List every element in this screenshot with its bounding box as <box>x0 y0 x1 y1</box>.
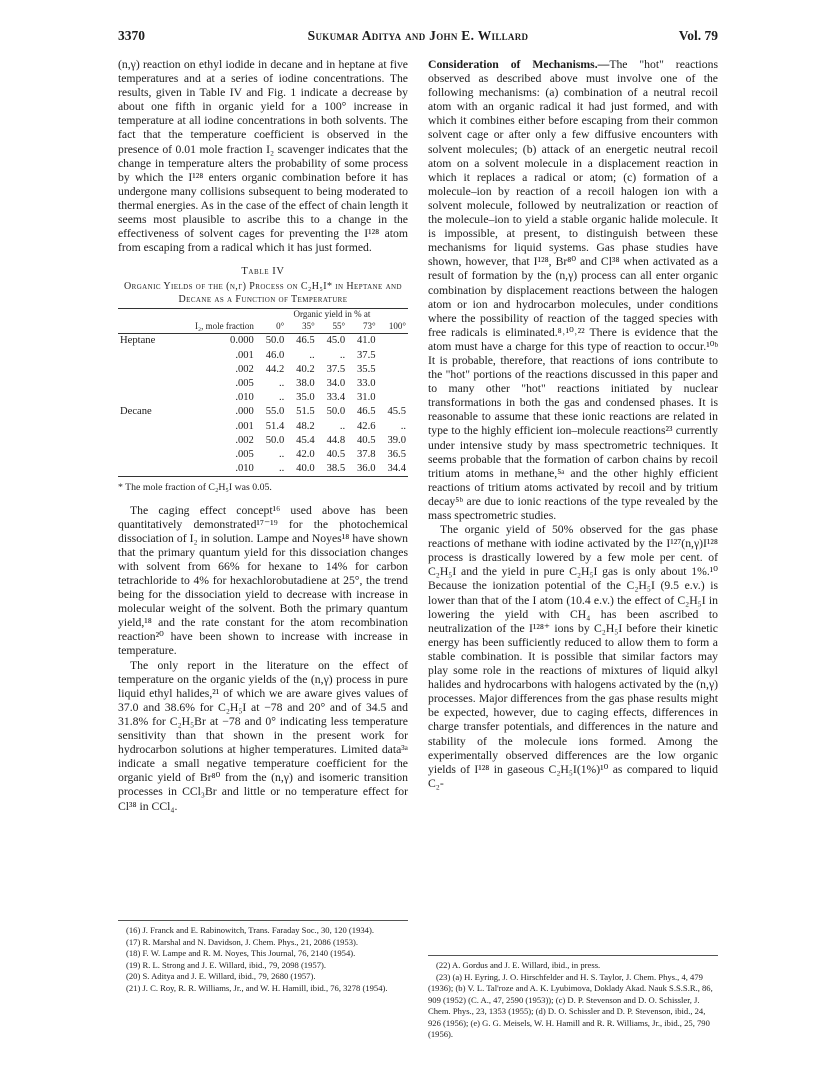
table-cell: .. <box>278 463 285 475</box>
temp-header: 35° <box>286 321 316 334</box>
table-row <box>118 420 408 434</box>
table-cell: 35.0 <box>296 392 315 404</box>
table-row <box>118 349 408 363</box>
footnotes-right <box>428 955 718 1041</box>
volume-label: Vol. 79 <box>678 28 718 43</box>
table-cell: 48.2 <box>296 420 315 432</box>
solvent-label: Heptane <box>120 335 156 347</box>
table-cell: 50.0 <box>326 406 346 418</box>
table-cell: 40.5 <box>357 434 376 446</box>
table-cell: .010 <box>235 392 254 404</box>
table-row <box>118 448 408 462</box>
table-cell: 35.5 <box>357 363 376 375</box>
table-cell: 42.6 <box>357 420 376 432</box>
page-header <box>118 28 718 46</box>
table-cell: 41.0 <box>357 335 376 347</box>
paragraph <box>428 58 718 523</box>
paragraph: The organic yield of 50% observed for the gas phase reactions of methane with iodine activated by the I¹²⁷(n,γ)I¹²⁸ process is drastically lowered by a few mole per cent. of C₂H₅I and the yield in pure C₂H₅I gas is only about 1%.¹⁰ Because the ionization potential of the C₂H₅I (9.5 e.v.) is lower than that of the I atom (10.4 e.v.) the effect of C₂H₅I in lowering the yield with CH₄ has been ascribed to neutralization of the I¹²⁸⁺ ions by C₂H₅I before their kinetic energy has been sufficiently reduced to allow them to form a stable combination. It is possible that similar factors may play some role in the reactions of mixtures of liquid alkyl halides and hydrocarbons with halogens activated by the (n,γ) processes. Major differences from the gas phase results might be expected, however, due to caging effects, differences in charge transfer potentials, and differences in the nature and stability of the molecule ions formed. Among the experimentally observed differences are the low organic yields of I¹²⁸ in gaseous C₂H₅I(1%)¹⁰ as compared to liquid C₂- <box>428 523 718 790</box>
reference-item: (18) F. W. Lampe and R. M. Noyes, This Journal, 76, 2140 (1954). <box>126 948 356 958</box>
temp-header: 55° <box>317 321 347 334</box>
table-cell: .000 <box>235 406 254 418</box>
table-cell: .. <box>309 349 315 361</box>
table-caption: Organic Yields of the (n,γ) Process on C₂H₅I* in Heptane and Decane as a Function of Temperature <box>124 281 402 305</box>
table-cell: 38.0 <box>296 378 315 390</box>
reference-item: (23) (a) H. Eyring, J. O. Hirschfelder and H. S. Taylor, J. Chem. Phys., 4, 479 (1936); (b) V. L. Tal'roze and A. K. Lyubimova, Doklady Akad. Nauk S.S.S.R., 86, 909 (1952) (C. A., 47, 2590 (1953)); (c) D. P. Stevenson and D. O. Schissler, J. Chem. Phys., 23, 1353 (1955); (d) D. O. Schissler and D. P. Stevenson, ibid., 24, 926 (1956); (e) G. G. Meisels, W. H. Hamill and R. R. Williams, Jr., ibid., 25, 790 (1956). <box>428 971 713 1039</box>
table-row <box>118 462 408 477</box>
table-row <box>118 334 408 349</box>
table-cell: 51.4 <box>265 420 285 432</box>
table-cell: .. <box>278 392 285 404</box>
table-cell <box>378 391 408 405</box>
paragraph: The only report in the literature on the effect of temperature on the organic yields of the (n,γ) process in pure liquid ethyl halides,²¹ of which we are aware gives values of 37.0 and 38.6% for C₂H₅I at −78 and 20° and of 34.5 and 31.8% for C₂H₅Br at −78 and 0° indicating less temperature sensitivity than that shown in the present work for hydrocarbon solutions at higher temperatures. Limited data³ᵃ indicate a small negative temperature coefficient for the organic yield of Br⁸⁰ from the (n,γ) and isomeric transition processes in CCl₃Br and little or no temperature effect for Cl³⁸ in CCl₄. <box>118 658 408 813</box>
paragraph-text: The "hot" reactions observed as described above must involve one of the following mechanisms: (a) combination of a neutral recoil atom with an organic radical it had just formed, and with which it combines either before escaping from their common solvent cage or after only a few diffusive encounters with solvent molecules; (b) attack of an energetic neutral recoil atom on a solvent molecule in a displacement reaction in which it replaces a radical or atom; (c) formation of a molecule–ion by reaction of a recoil halogen ion with a solvent molecule, followed by neutralization or reaction of the molecule–ion to yield a stable organic halide molecule. It is impossible, at present, to distinguish between these mechanisms for liquid systems. Gas phase studies have shown, however, that I¹²⁸, Br⁸⁰ and Cl³⁸ when activated as a result of formation by the (n,γ) process can all enter organic combination by displacement reactions between the halogen atom or ion and hydrocarbon molecules, under conditions where the possibility of reaction of the tagged species with free radicals is eliminated.⁸˒¹⁰˒²² There is evidence that the atom must have a charge for this type of reaction to occur.¹⁰ᵇ It is probable, therefore, that reactions of ions contribute to the "hot" portions of the reactions discussed in this paper and to many other "hot" reactions initiated by nuclear transformations in both the gas and condensed phases. It is reasonable to assume that these ionic reactions are related in type to the highly efficient ion–molecule reactions²³ currently under intensive study by mass spectrometric techniques. It seems probable that the formation of carbon chains by recoil tritium atoms in methane,⁵ᵃ and the other highly efficient reactions of tritium atoms activated by recoil and by tritium decay⁵ᵇ are due to ionic reactions of the type revealed by the mass spectrometric studies. <box>428 58 718 522</box>
footnotes-left <box>118 920 408 994</box>
paragraph: (n,γ) reaction on ethyl iodide in decane and in heptane at five temperatures and at a series of iodine concentrations. The results, given in Table IV and Fig. 1 indicate a decrease by about one fifth in organic yield for a 100° increase in temperature at all iodine concentrations in both solvents. The fact that the temperature coefficient is observed in the presence of 0.01 mole fraction I₂ scavenger indicates that the change in temperature alters the probability of some process by which the I¹²⁸ enters organic combination before it has undergone many collisions subsequent to being moderated to thermal energies. As in the case of the effect of chain length it seems most plausible to ascribe this to a change in the effectiveness of solvent cages for preventing the I¹²⁸ atom from escaping from a radical which it has just formed. <box>118 58 408 255</box>
table-cell <box>378 377 408 391</box>
table-cell: 40.2 <box>296 363 315 375</box>
table-cell: 38.5 <box>326 463 346 475</box>
table-cell <box>378 334 408 349</box>
paragraph: The caging effect concept¹⁶ used above has been quantitatively demonstrated¹⁷⁻¹⁹ for the photochemical dissociation of I₂ in solution. Lampe and Noyes¹⁸ have shown that the primary quantum yield for this dissociation changes with solvent from 66% for hexane to 14% for carbon tetrachloride to 4% for hexachlorobutadiene at 25°, the trend being for the dissociation yield to decrease with increase in molecular weight of the solvent. Both the primary quantum yield,¹⁸ and the rate constant for the atom recombination reaction²⁰ have been shown to increase with increase in temperature. <box>118 503 408 658</box>
table-cell: 55.0 <box>265 406 285 418</box>
table-label: Table IV <box>241 266 285 278</box>
table-cell: 51.5 <box>296 406 315 418</box>
table-row <box>118 405 408 419</box>
reference-item: (19) R. L. Strong and J. E. Willard, ibid., 79, 2098 (1957). <box>126 959 326 970</box>
right-column <box>428 58 718 791</box>
table-cell: .005 <box>235 378 254 390</box>
table-cell: 46.5 <box>296 335 315 347</box>
reference-item: (20) S. Aditya and J. E. Willard, ibid., 79, 2680 (1957). <box>126 971 316 981</box>
table-cell: .. <box>339 349 346 361</box>
reference-item: (22) A. Gordus and J. E. Willard, ibid., in press. <box>436 960 601 970</box>
table-cell: 50.0 <box>265 335 285 347</box>
table-row <box>118 391 408 405</box>
table-cell: .005 <box>235 449 254 461</box>
table-cell: 37.5 <box>326 363 346 375</box>
table-cell: .010 <box>235 463 254 475</box>
table-row <box>118 434 408 448</box>
table-cell: .. <box>339 420 346 432</box>
table-cell: 36.5 <box>387 449 406 461</box>
running-authors: Sukumar Aditya and John E. Willard <box>307 28 529 43</box>
table-cell <box>378 349 408 363</box>
col-header-span: Organic yield in % at <box>293 309 371 320</box>
reference-item: (16) J. Franck and E. Rabinowitch, Trans. Faraday Soc., 30, 120 (1934). <box>126 925 374 935</box>
section-heading: Consideration of Mechanisms.— <box>428 58 610 71</box>
table-cell: 0.000 <box>230 335 254 347</box>
table-cell: 44.8 <box>326 434 346 446</box>
table-cell: .001 <box>235 420 254 432</box>
table-cell <box>378 363 408 377</box>
reference-item: (21) J. C. Roy, R. R. Williams, Jr., and W. H. Hamill, ibid., 76, 3278 (1954). <box>126 982 388 993</box>
table-cell: 45.5 <box>387 406 406 418</box>
table-cell: 45.0 <box>326 335 346 347</box>
reference-item: (17) R. Marshal and N. Davidson, J. Chem. Phys., 21, 2086 (1953). <box>126 936 359 947</box>
table-cell: 33.4 <box>326 392 346 404</box>
table-cell: 50.0 <box>265 434 285 446</box>
temp-header: 0° <box>256 321 286 334</box>
table-cell: 40.0 <box>296 463 315 475</box>
solvent-label: Decane <box>120 406 152 418</box>
page-number: 3370 <box>118 28 145 43</box>
table-row <box>118 377 408 391</box>
temp-header: 100° <box>378 321 408 334</box>
table-cell: .. <box>278 449 285 461</box>
table-cell: 34.4 <box>387 463 406 475</box>
table-cell: 40.5 <box>326 449 346 461</box>
left-column <box>118 58 408 814</box>
table-cell: 39.0 <box>387 434 406 446</box>
table-cell: .001 <box>235 349 254 361</box>
table-cell: 45.4 <box>296 434 315 446</box>
table-cell: .002 <box>235 363 254 375</box>
table-footnote: * The mole fraction of C₂H₅I was 0.05. <box>118 482 272 494</box>
table-cell: 31.0 <box>357 392 376 404</box>
table-cell: 34.0 <box>326 378 346 390</box>
table-row <box>118 363 408 377</box>
data-table <box>118 308 408 477</box>
table-cell: 46.5 <box>357 406 376 418</box>
table-cell: 33.0 <box>357 378 376 390</box>
table-cell: 44.2 <box>265 363 285 375</box>
table-cell: 37.8 <box>357 449 376 461</box>
table-cell: .. <box>278 378 285 390</box>
table-cell: 37.5 <box>357 349 376 361</box>
table-cell: 36.0 <box>357 463 376 475</box>
table-cell: 46.0 <box>265 349 285 361</box>
col-header-mole-fraction: I₂, mole fraction <box>171 309 256 334</box>
table-cell: .. <box>400 420 406 432</box>
table-cell: 42.0 <box>296 449 315 461</box>
temp-header: 73° <box>347 321 377 334</box>
table-cell: .002 <box>235 434 254 446</box>
